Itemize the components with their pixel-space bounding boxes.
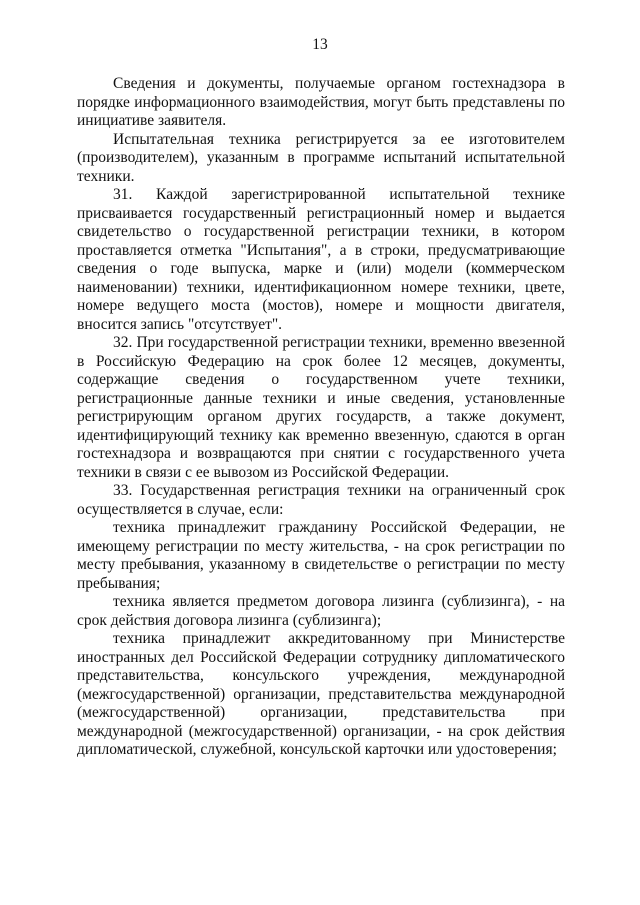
paragraph-clause-31: 31. Каждой зарегистрированной испытательной технике присваивается государственный регистрационный номер и выдается свидетельство о государственной регистрации техники, в котором проставляется отметка "Испытания", а в строки, предусматривающие сведения о годе выпуска, марке и (или) модели (коммерческом наименовании) техники, идентификационном номере техники, цвете, номере ведущего моста (мостов), номере и мощности двигателя, вносится запись "отсутствует". <box>77 186 565 333</box>
page-number: 13 <box>312 36 328 53</box>
paragraph-documents-initiative: Сведения и документы, получаемые органом гостехнадзора в порядке информационного взаимодействия, могут быть представлены по инициативе заявителя. <box>77 75 565 129</box>
paragraph-leasing: техника является предметом договора лизинга (сублизинга), - на срок действия договора лизинга (сублизинга); <box>77 593 565 629</box>
paragraph-clause-33: 33. Государственная регистрация техники на ограниченный срок осуществляется в случае, если: <box>77 482 565 518</box>
paragraph-clause-32: 32. При государственной регистрации техники, временно ввезенной в Российскую Федерацию на срок более 12 месяцев, документы, содержащие сведения о государственном учете техники, регистрационные данные техники и иные сведения, установленные регистрирующим органом других государств, а также документ, идентифицирующий технику как временно ввезенную, сдаются в орган гостехнадзора и возвращаются при снятии с государственного учета техники в связи с ее вывозом из Российской Федерации. <box>77 334 565 481</box>
paragraph-test-equipment-owner: Испытательная техника регистрируется за ее изготовителем (производителем), указанным в программе испытаний испытательной техники. <box>77 130 565 185</box>
paragraph-citizen-no-residence: техника принадлежит гражданину Российской Федерации, не имеющему регистрации по месту жительства, - на срок регистрации по месту пребывания, указанному в свидетельстве о регистрации по месту пребывания; <box>77 519 565 592</box>
paragraph-diplomatic-staff: техника принадлежит аккредитованному при Министерстве иностранных дел Российской Федерации сотруднику дипломатического представительства, консульского учреждения, международной (межгосударственной) организации, представительства международной (межгосударственной) организации, представительства при международной (межгосударственной) организации, - на срок действия дипломатической, служебной, консульской карточки или удостоверения; <box>77 630 565 758</box>
document-body <box>77 75 565 760</box>
